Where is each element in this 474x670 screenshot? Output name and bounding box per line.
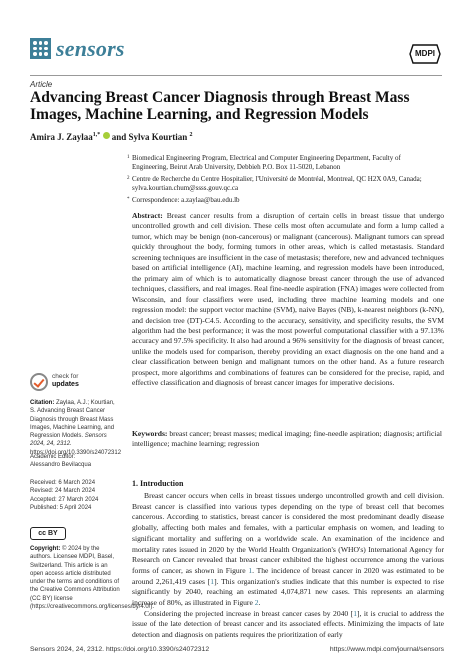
- cc-by-license-icon[interactable]: [30, 527, 66, 540]
- author-conjunction: and: [111, 132, 127, 142]
- citation-text: Zaylaa, A.J.; Kourtian, S. Advancing Breast Cancer Diagnosis through Breast Mass Images, Machine Learning, and Regression Models.: [30, 400, 115, 440]
- affiliation-number: 2: [127, 176, 130, 181]
- paragraph: [132, 609, 444, 641]
- citation-label: Citation:: [30, 400, 55, 406]
- citation-ref-link[interactable]: 1: [353, 608, 357, 618]
- affiliation-number: *: [127, 197, 130, 202]
- paper-title: Advancing Breast Cancer Diagnosis through Breast Mass Images, Machine Learning, and Regression Models: [30, 89, 410, 123]
- keywords: [132, 429, 444, 450]
- text-run: Considering the projected increase in breast cancer cases by 2040 [: [144, 608, 354, 618]
- check-for-updates-button[interactable]: [30, 373, 48, 391]
- author-name[interactable]: Sylva Kourtian: [128, 132, 188, 142]
- citation-doi-link[interactable]: https://doi.org/10.3390/s24072312: [30, 449, 122, 456]
- introduction-body: [132, 491, 444, 641]
- text-run: Breast cancer occurs when cells in breast tissues undergo uncontrolled growth and cell division. Breast cancer is classified into various types depending on the type of breast cell that becomes cancerous. According to statistics, breast cancer is considered the most predominant deadly disease globally, affecting both males and females, with a particular emphasis on women, and leading to significant mortality and suffering on a worldwide scale. An examination of the incidence and mortality rates issued in 2020 by the World Health Organization's (WHO's) International Agency for Research on Cancer revealed that breast cancer exhibited the highest occurrence among the various forms of cancer, as shown in Figure: [132, 491, 444, 575]
- affiliation-text[interactable]: Centre de Recherche du Centre Hospitalier, l'Université de Montréal, Montreal, QC H2X 0A9, Canada; sylva.kourtian.chum@ssss.gouv.qc.ca: [132, 175, 422, 192]
- footer-citation[interactable]: Sensors 2024, 24, 2312. https://doi.org/10.3390/s24072312: [30, 646, 210, 653]
- publication-dates: [30, 479, 122, 512]
- date-revised: Revised: 24 March 2024: [30, 488, 96, 495]
- abstract-label: Abstract:: [132, 211, 163, 220]
- author-superscript: 2: [189, 132, 193, 138]
- journal-logo-icon: [30, 38, 51, 59]
- correspondence-item: [127, 196, 432, 205]
- text-run: . The incidence of breast cancer in 2020 was estimated to be around 2,261,419 cases [: [132, 565, 444, 586]
- check-updates-label[interactable]: [52, 373, 79, 389]
- journal-name: sensors: [56, 36, 125, 61]
- cc-logo-text: cc BY: [38, 530, 58, 537]
- affiliation-text: Biomedical Engineering Program, Electrical and Computer Engineering Department, Faculty of Engineering, Beirut Arab University, Debbieh P.O. Box 11-5020, Lebanon: [132, 154, 401, 171]
- editor-name: Alessandro Bevilacqua: [30, 462, 92, 469]
- editor-label: Academic Editor:: [30, 454, 76, 460]
- text-run: .: [258, 598, 261, 608]
- academic-editor: [30, 453, 122, 470]
- publisher-name: MDPI: [415, 49, 435, 58]
- citation-block: [30, 399, 122, 457]
- article-type: Article: [30, 80, 53, 89]
- keywords-label: Keywords:: [132, 429, 168, 438]
- abstract-text: Breast cancer results from a disruption of certain cells in breast tissue that undergo uncontrolled growth and cell division. These cells most often accumulate and form a lump called a tumor, which may be benign (non-cancerous) or malignant (cancerous). Malignant tumors can spread quickly throughout the body, forming tumors in other areas, which is called metastasis. Standard screening techniques are insufficient in the case of metastasis; therefore, new and advanced techniques based on artificial intelligence (AI), machine learning, and regression models have been introduced, the primary aim of which is to automatically diagnose breast cancer through the use of advanced techniques, classifiers, and real images. Real fine-needle aspiration (FNA) images were collected from Wisconsin, and four classifiers were used, including three machine learning models and one regression model: the support vector machine (SVM), naive Bayes (NB), k-nearest neighbors (k-NN), and decision tree (DT)-C4.5. According to the accuracy, sensitivity, and specificity results, the SVM algorithm had the best performance; it was the most powerful computational classifier with a 97.13% accuracy and 97.5% specificity. It also had around a 96% sensitivity for the diagnosis of breast cancer, unlike the models used for comparison, thereby providing an exact diagnosis on the one hand and a clear classification between benign and malignant tumors on the other hand. As a future research prospect, more algorithms and combinations of features can be considered for the precise, rapid, and effective classification and diagnosis of breast cancer images for imperative decisions.: [132, 211, 444, 388]
- date-published: Published: 5 April 2024: [30, 504, 92, 511]
- figure-ref-link[interactable]: 1: [248, 565, 253, 575]
- citation-ref-link[interactable]: 1: [210, 576, 215, 586]
- header-divider: [30, 75, 442, 76]
- author-list: [30, 132, 193, 142]
- section-heading: 1. Introduction: [132, 479, 184, 488]
- correspondence-text[interactable]: Correspondence: a.zaylaa@bau.edu.lb: [132, 196, 240, 204]
- author-name[interactable]: Amira J. Zaylaa: [30, 132, 93, 142]
- text-run: ]. This organization's studies indicate that this number is expected to rise significantly by 2040, reaching an estimated 4,074,871 new cases. This represents an alarming increase of 80%, as illustrated in Figure: [132, 576, 444, 608]
- citation-journal-ref: Sensors 2024, 24, 2312.: [30, 433, 107, 448]
- copyright-label: Copyright:: [30, 546, 61, 552]
- figure-ref-link[interactable]: 2: [254, 598, 259, 608]
- text-run: ], it is crucial to address the issue of the late detection of breast cancer and its associated effects. Minimizing the impacts of late detection and diagnosis on patients requires the prioritization of early: [132, 608, 444, 640]
- check-updates-line2: updates: [52, 381, 79, 388]
- author-superscript: 1,*: [92, 132, 101, 138]
- copyright-block: [30, 545, 155, 611]
- check-updates-line1: check for: [52, 373, 79, 380]
- copyright-text: © 2024 by the authors. Licensee MDPI, Basel, Switzerland. This article is an open access article distributed under the terms and conditions of the Creative Commons Attribution (CC BY) license (https://creativecommons.org/licenses/by/4.0/).: [30, 546, 155, 611]
- page-footer: [30, 646, 444, 653]
- date-received: Received: 6 March 2024: [30, 480, 96, 486]
- footer-journal-link[interactable]: https://www.mdpi.com/journal/sensors: [329, 646, 444, 653]
- keywords-text: breast cancer; breast masses; medical imaging; fine-needle aspiration; diagnosis; artificial intelligence; machine learning; regression: [132, 429, 442, 449]
- affiliation-number: 1: [127, 155, 130, 160]
- orcid-icon[interactable]: [103, 132, 110, 139]
- date-accepted: Accepted: 27 March 2024: [30, 496, 99, 503]
- paragraph: [132, 491, 444, 609]
- affiliation-item: [127, 175, 432, 193]
- check-updates-icon: [30, 373, 48, 391]
- abstract: [132, 211, 444, 389]
- affiliation-item: [127, 154, 432, 172]
